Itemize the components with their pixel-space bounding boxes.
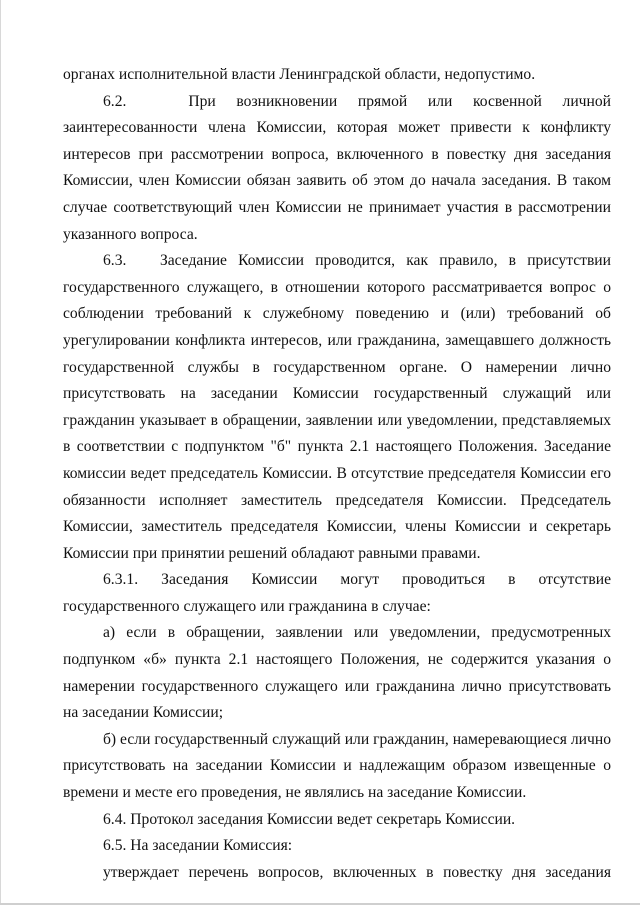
document-body — [63, 62, 611, 886]
paragraph-item-b: б) если государственный служащий или гражданин, намеревающиеся лично присутствовать на заседании Комиссии и надлежащим образом извещенные о времени и месте его проведения, не являлись на заседание Комиссии. — [63, 730, 611, 802]
paragraph-6-3-1: 6.3.1. Заседания Комиссии могут проводиться в отсутствие государственного служащего или гражданина в случае: — [63, 571, 611, 615]
paragraph-item-a: а) если в обращении, заявлении или уведомлении, предусмотренных подпунком «б» пункта 2.1 настоящего Положения, не содержится указания о намерении государственного служащего или гражданина лично присутствовать на заседании Комиссии; — [63, 624, 611, 722]
page-left-edge — [0, 0, 1, 905]
paragraph-6-5: 6.5. На заседании Комиссия: — [103, 837, 293, 855]
paragraph-continuation: органах исполнительной власти Ленинградской области, недопустимо. — [63, 66, 536, 83]
paragraph-agenda: утверждает перечень вопросов, включенных в повестку дня заседания — [103, 863, 611, 881]
paragraph-6-4: 6.4. Протокол заседания Комиссии ведет секретарь Комиссии. — [103, 810, 516, 828]
paragraph-6-2: 6.2. При возникновении прямой или косвенной личной заинтересованности члена Комиссии, которая может привести к конфликту интересов при рассмотрении вопроса, включенного в повестку дня заседания Комиссии, член Комиссии обязан заявить об этом до начала заседания. В таком случае соответствующий член Комиссии не принимает участия в рассмотрении указанного вопроса. — [63, 92, 611, 243]
paragraph-6-3: 6.3. Заседание Комиссии проводится, как правило, в присутствии государственного служащего, в отношении которого рассматривается вопрос о соблюдении требований к служебному поведению и (или) требований об урегулировании конфликта интересов, или гражданина, замещавшего должность государственной службы в государственном органе. О намерении лично присутствовать на заседании Комиссии государственный служащий или гражданин указывает в обращении, заявлении или уведомлении, представляемых в соответствии с подпунктом "б" пункта 2.1 настоящего Положения. Заседание комиссии ведет председатель Комиссии. В отсутствие председателя Комиссии его обязанности исполняет заместитель председателя Комиссии. Председатель Комиссии, заместитель председателя Комиссии, члены Комиссии и секретарь Комиссии при принятии решений обладают равными правами. — [63, 252, 611, 562]
